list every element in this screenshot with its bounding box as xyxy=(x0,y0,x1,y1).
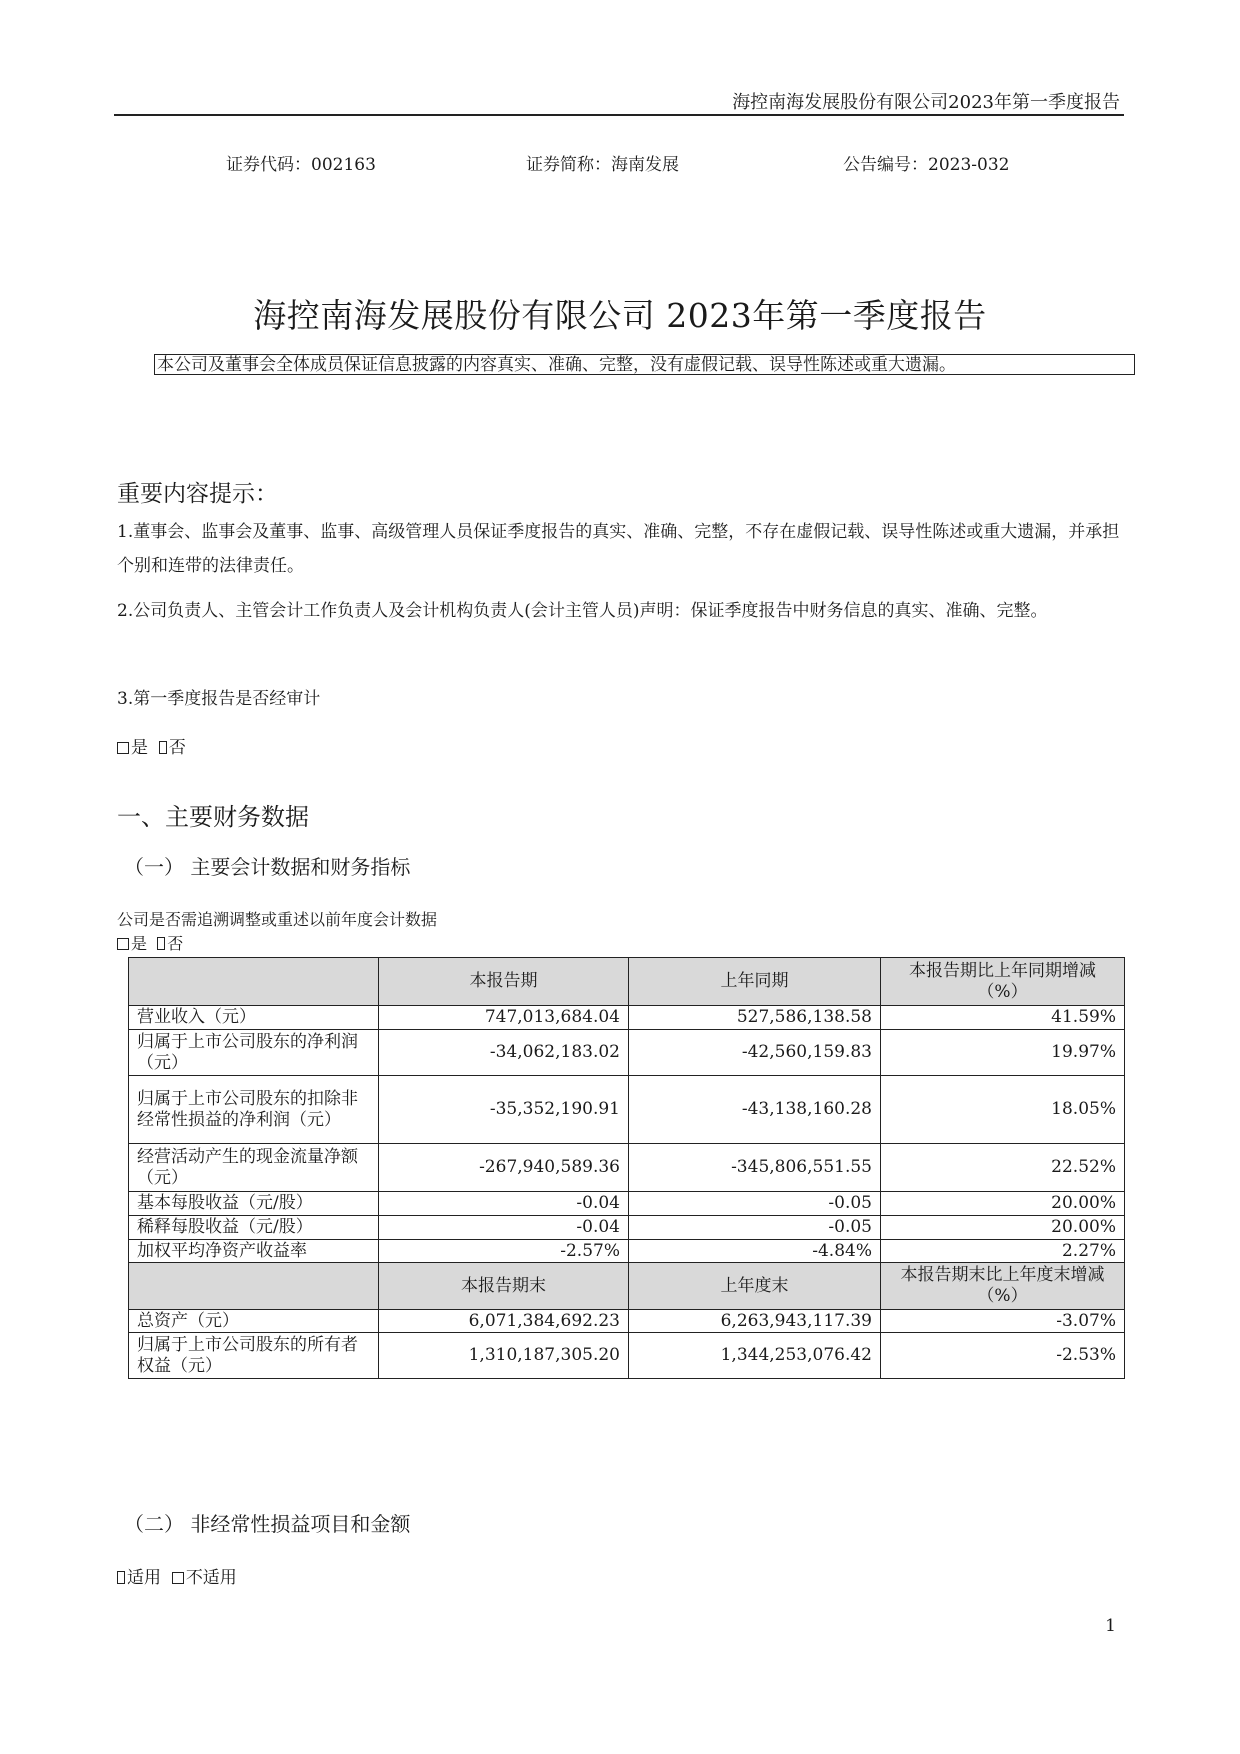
running-header: 海控南海发展股份有限公司2023年第一季度报告 xyxy=(732,92,1120,113)
row-label: 基本每股收益（元/股） xyxy=(129,1192,379,1216)
prior-value: -0.05 xyxy=(629,1216,881,1240)
restate-no-checkbox[interactable] xyxy=(157,937,165,950)
change-value: -2.53% xyxy=(881,1333,1125,1379)
table-header-cell: 本报告期 xyxy=(379,958,629,1006)
applicable-label: 适用 xyxy=(127,1568,161,1588)
row-label: 归属于上市公司股东的净利润（元） xyxy=(129,1030,379,1076)
current-value: 1,310,187,305.20 xyxy=(379,1333,629,1379)
table-row xyxy=(129,1030,1125,1076)
financial-table xyxy=(128,957,1125,1379)
row-label: 稀释每股收益（元/股） xyxy=(129,1216,379,1240)
important-item-2: 2.公司负责人、主管会计工作负责人及会计机构负责人(会计主管人员)声明：保证季度报告中财务信息的真实、准确、完整。 xyxy=(117,601,1048,621)
important-item-1: 1.董事会、监事会及董事、监事、高级管理人员保证季度报告的真实、准确、完整，不存在虚假记载、误导性陈述或重大遗漏，并承担个别和连带的法律责任。 xyxy=(117,522,1120,576)
not-applicable-label: 不适用 xyxy=(185,1568,237,1588)
table-row xyxy=(129,1006,1125,1030)
subsection-2-heading: （二） 非经常性损益项目和金额 xyxy=(124,1512,411,1536)
table-header-cell: 本报告期比上年同期增减（%） xyxy=(881,958,1125,1006)
important-item-3: 3.第一季度报告是否经审计 xyxy=(117,689,321,709)
restate-yes-label: 是 xyxy=(131,934,148,953)
change-value: 20.00% xyxy=(881,1216,1125,1240)
table-row xyxy=(129,1333,1125,1379)
row-label: 加权平均净资产收益率 xyxy=(129,1240,379,1263)
table-row xyxy=(129,1310,1125,1333)
applicable-checkbox[interactable] xyxy=(117,1571,125,1584)
table-header-cell: 本报告期末 xyxy=(379,1263,629,1310)
audit-no-checkbox[interactable] xyxy=(159,741,167,754)
change-value: 19.97% xyxy=(881,1030,1125,1076)
section-1-heading: 一、主要财务数据 xyxy=(117,803,309,831)
prior-value: -4.84% xyxy=(629,1240,881,1263)
important-heading: 重要内容提示： xyxy=(117,481,278,507)
stock-code: 证券代码：002163 xyxy=(226,155,376,175)
restate-question: 公司是否需追溯调整或重述以前年度会计数据 xyxy=(117,910,438,929)
row-label: 经营活动产生的现金流量净额（元） xyxy=(129,1144,379,1192)
change-value: 20.00% xyxy=(881,1192,1125,1216)
prior-value: -42,560,159.83 xyxy=(629,1030,881,1076)
subsection-1-heading: （一） 主要会计数据和财务指标 xyxy=(124,855,411,879)
table-header-row xyxy=(129,1263,1125,1310)
table-row xyxy=(129,1144,1125,1192)
audit-no-label: 否 xyxy=(168,738,186,758)
current-value: -0.04 xyxy=(379,1216,629,1240)
current-value: -0.04 xyxy=(379,1192,629,1216)
row-label: 总资产（元） xyxy=(129,1310,379,1333)
stock-short-name: 证券简称：海南发展 xyxy=(526,155,679,175)
prior-value: -345,806,551.55 xyxy=(629,1144,881,1192)
current-value: 6,071,384,692.23 xyxy=(379,1310,629,1333)
current-value: -35,352,190.91 xyxy=(379,1076,629,1144)
change-value: 2.27% xyxy=(881,1240,1125,1263)
row-label: 营业收入（元） xyxy=(129,1006,379,1030)
audit-yes-label: 是 xyxy=(131,738,148,758)
change-value: -3.07% xyxy=(881,1310,1125,1333)
header-rule xyxy=(114,114,1124,116)
restate-yes-checkbox[interactable] xyxy=(117,938,129,950)
restate-checkboxes xyxy=(117,931,183,954)
table-header-cell xyxy=(129,958,379,1006)
audit-yes-checkbox[interactable] xyxy=(117,742,129,754)
applicable-checkboxes xyxy=(117,1563,237,1588)
change-value: 22.52% xyxy=(881,1144,1125,1192)
disclaimer-box: 本公司及董事会全体成员保证信息披露的内容真实、准确、完整，没有虚假记载、误导性陈述或重大遗漏。 xyxy=(154,354,1135,375)
prior-value: 1,344,253,076.42 xyxy=(629,1333,881,1379)
current-value: 747,013,684.04 xyxy=(379,1006,629,1030)
table-row xyxy=(129,1076,1125,1144)
prior-value: -0.05 xyxy=(629,1192,881,1216)
row-label: 归属于上市公司股东的扣除非经常性损益的净利润（元） xyxy=(129,1076,379,1144)
table-header-cell: 上年度末 xyxy=(629,1263,881,1310)
change-value: 41.59% xyxy=(881,1006,1125,1030)
document-title: 海控南海发展股份有限公司 2023年第一季度报告 xyxy=(253,296,987,335)
table-row xyxy=(129,1216,1125,1240)
table-header-row xyxy=(129,958,1125,1006)
restate-no-label: 否 xyxy=(167,934,184,953)
current-value: -267,940,589.36 xyxy=(379,1144,629,1192)
page-number: 1 xyxy=(1105,1616,1116,1636)
prior-value: -43,138,160.28 xyxy=(629,1076,881,1144)
table-row xyxy=(129,1240,1125,1263)
table-header-cell: 上年同期 xyxy=(629,958,881,1006)
audit-checkboxes xyxy=(117,733,186,758)
current-value: -34,062,183.02 xyxy=(379,1030,629,1076)
prior-value: 527,586,138.58 xyxy=(629,1006,881,1030)
prior-value: 6,263,943,117.39 xyxy=(629,1310,881,1333)
table-header-cell: 本报告期末比上年度末增减（%） xyxy=(881,1263,1125,1310)
not-applicable-checkbox[interactable] xyxy=(172,1572,184,1584)
row-label: 归属于上市公司股东的所有者权益（元） xyxy=(129,1333,379,1379)
notice-number: 公告编号：2023-032 xyxy=(843,155,1010,175)
table-header-cell xyxy=(129,1263,379,1310)
table-row xyxy=(129,1192,1125,1216)
current-value: -2.57% xyxy=(379,1240,629,1263)
change-value: 18.05% xyxy=(881,1076,1125,1144)
